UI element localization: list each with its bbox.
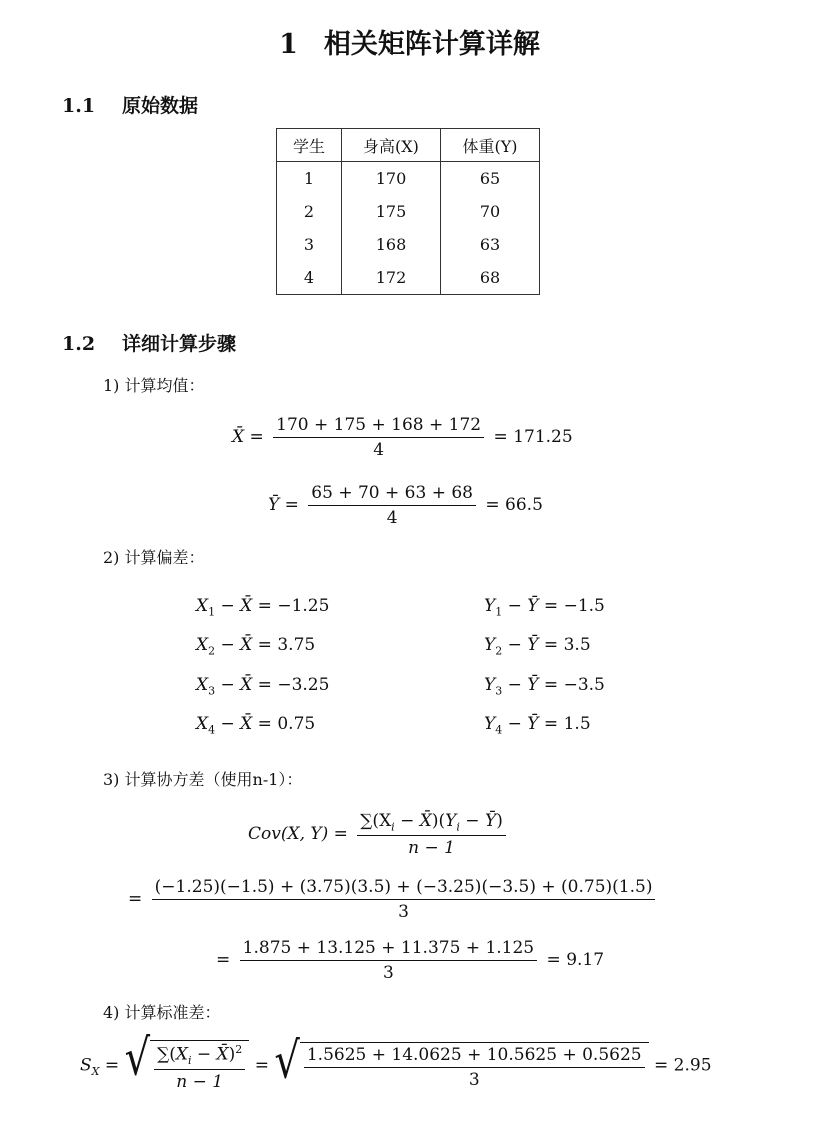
table-header-cell: 身高(X) — [342, 129, 441, 162]
mean-x-equation: X̄ = $\frac{170 + 175 + 168 + 172}{4}$ = 171.25 — [232, 415, 573, 460]
deviation-y2-value: 3.5 — [563, 635, 591, 655]
mean-x-value: 171.25 — [513, 427, 573, 447]
table-cell: 168 — [342, 228, 441, 261]
stdev-formula-numerator: $\sum(X_i$ − X̄)$^2$ — [154, 1043, 245, 1070]
table-row — [277, 261, 540, 295]
table-cell: 4 — [277, 261, 342, 295]
table-row — [277, 162, 540, 196]
deviation-x3: $X_3$ − X̄ = −3.25 — [196, 675, 330, 698]
table-header-cell: 体重(Y) — [441, 129, 540, 162]
raw-data-table — [276, 128, 540, 295]
deviation-y2: $Y_2$ − Ȳ = 3.5 — [484, 635, 591, 658]
deviation-y4: $Y_4$ − Ȳ = 1.5 — [484, 714, 591, 737]
mean-x-denominator: 4 — [373, 440, 385, 460]
cov-expanded: = $\frac{(-1.25)(-1.5) + (3.75)(3.5) + (-3.25)(-3.5) + (0.75)(1.5)}{3}$ — [128, 877, 659, 922]
table-header-row — [277, 129, 540, 162]
step-4-label: 4) 计算标准差： — [103, 1003, 221, 1022]
section-title — [0, 22, 819, 61]
mean-x-numerator: 170 + 175 + 168 + 172 — [273, 415, 484, 438]
section-number: 1 — [279, 29, 298, 60]
table-cell: 63 — [441, 228, 540, 261]
mean-y-value: 66.5 — [505, 495, 543, 515]
cov-sum-numerator: 1.875 + 13.125 + 11.375 + 1.125 — [240, 938, 537, 961]
subsection-title: 原始数据 — [122, 95, 199, 117]
deviation-x2-value: 3.75 — [277, 635, 316, 655]
table-cell: 70 — [441, 195, 540, 228]
step-2-label: 2) 计算偏差： — [103, 548, 205, 567]
cov-formula-sum: ∑(X — [360, 811, 392, 831]
step-3-label: 3) 计算协方差（使用n-1）： — [103, 770, 303, 789]
cov-formula-denominator: n − 1 — [408, 838, 455, 859]
cov-formula-numerator: $\sum(X_i$ − $X̄)(Y_i$ − Ȳ) — [357, 811, 506, 836]
step-1-label: 1) 计算均值： — [103, 376, 205, 395]
deviation-x4: $X_4$ − X̄ = 0.75 — [196, 714, 316, 737]
stdev-result: 2.95 — [673, 1055, 712, 1076]
table-row — [277, 228, 540, 261]
table-cell: 170 — [342, 162, 441, 196]
stdev-equation: $S_X$ = √ $\frac{\sum(X_i - X̄)^2}{n - 1}$ = √ $\frac{1.5625 + 14.0625 + 10.5625 + 0.5625}{3}$ = 2.95 — [80, 1029, 712, 1093]
deviation-x1: $X_1$ − X̄ = −1.25 — [196, 596, 330, 619]
stdev-formula-denominator: n − 1 — [176, 1072, 224, 1093]
deviation-x3-value: −3.25 — [277, 675, 330, 695]
table-cell: 1 — [277, 162, 342, 196]
subsection-number: 1.2 — [62, 333, 96, 355]
cov-result: 9.17 — [566, 950, 605, 970]
cov-formula — [248, 811, 510, 858]
stdev-values-numerator: 1.5625 + 14.0625 + 10.5625 + 0.5625 — [304, 1045, 645, 1068]
table-cell: 68 — [441, 261, 540, 295]
deviation-y1: $Y_1$ − Ȳ = −1.5 — [484, 596, 605, 619]
deviation-y4-value: 1.5 — [563, 714, 591, 734]
subsection-number: 1.1 — [62, 95, 96, 117]
mean-y-numerator: 65 + 70 + 63 + 68 — [308, 483, 476, 506]
cov-expanded-numerator: (−1.25)(−1.5) + (3.75)(3.5) + (−3.25)(−3.5) + (0.75)(1.5) — [152, 877, 656, 900]
table-cell: 172 — [342, 261, 441, 295]
cov-sum-denominator: 3 — [382, 963, 394, 983]
subsection-heading-steps — [62, 329, 236, 356]
stdev-values-denominator: 3 — [468, 1070, 480, 1091]
deviation-y1-value: −1.5 — [563, 596, 605, 616]
deviation-x4-value: 0.75 — [277, 714, 316, 734]
table-cell: 65 — [441, 162, 540, 196]
table-cell: 2 — [277, 195, 342, 228]
subsection-heading-raw-data — [62, 91, 198, 118]
deviation-x1-value: −1.25 — [277, 596, 330, 616]
table-header-cell: 学生 — [277, 129, 342, 162]
table-cell: 175 — [342, 195, 441, 228]
cov-sum: = $\frac{1.875 + 13.125 + 11.375 + 1.125}{3}$ = 9.17 — [216, 938, 605, 983]
stdev-sqrt-2: √ $\frac{1.5625 + 14.0625 + 10.5625 + 0.5625}{3}$ — [274, 1042, 648, 1090]
deviation-y3: $Y_3$ − Ȳ = −3.5 — [484, 675, 605, 698]
mean-y-equation: Ȳ = $\frac{65 + 70 + 63 + 68}{4}$ = 66.5 — [268, 483, 543, 528]
section-title-text: 相关矩阵计算详解 — [323, 29, 540, 60]
cov-expanded-denominator: 3 — [398, 902, 409, 922]
cov-lhs: Cov(X, Y) = — [248, 824, 354, 845]
table-cell: 3 — [277, 228, 342, 261]
mean-y-denominator: 4 — [386, 508, 398, 528]
subsection-title: 详细计算步骤 — [122, 333, 237, 355]
table-row — [277, 195, 540, 228]
deviation-y3-value: −3.5 — [563, 675, 605, 695]
deviation-x2: $X_2$ − X̄ = 3.75 — [196, 635, 316, 658]
stdev-sqrt-1: √ $\frac{\sum(X_i - X̄)^2}{n - 1}$ — [125, 1040, 250, 1092]
